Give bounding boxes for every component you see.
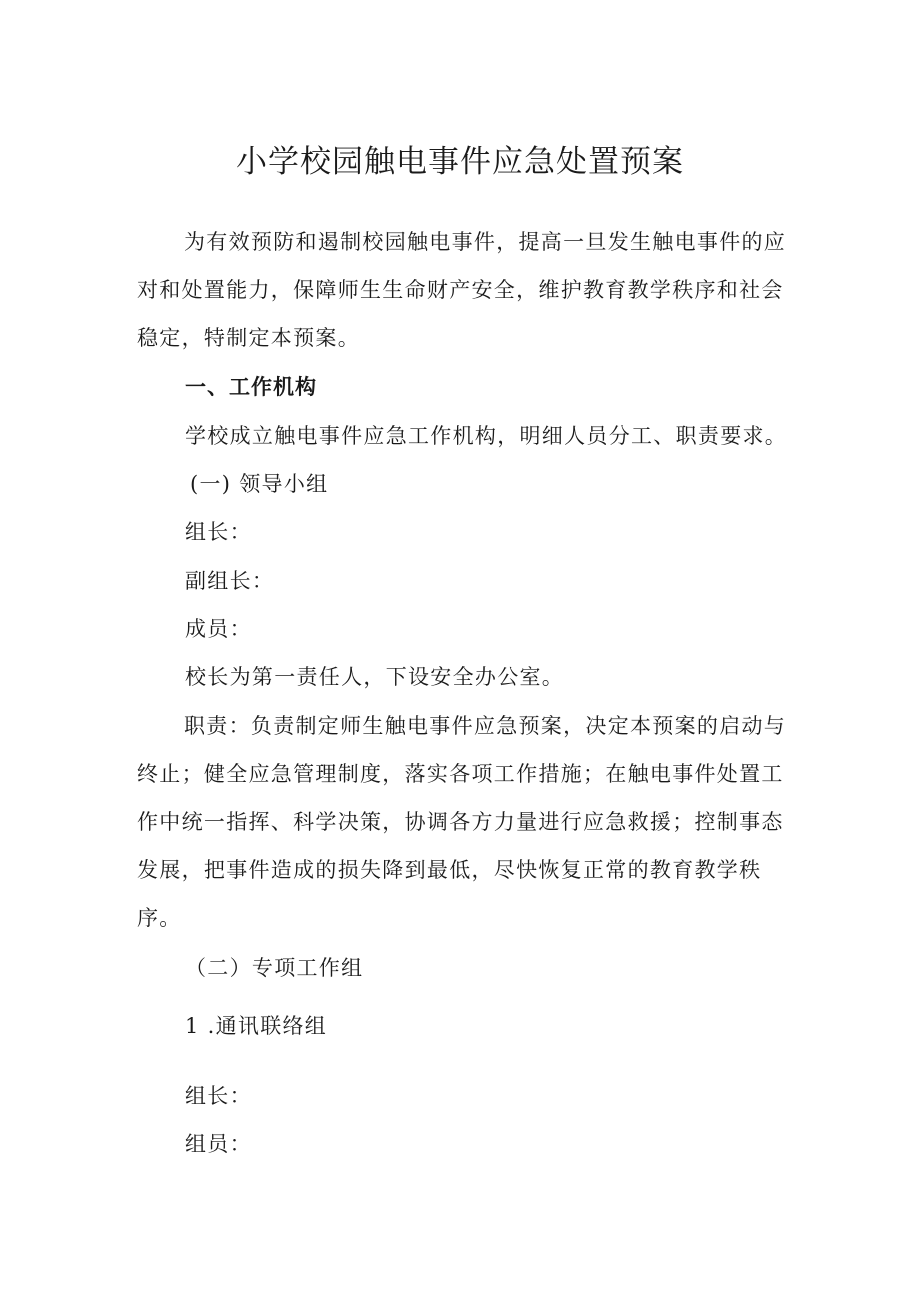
section1-heading: 一、工作机构 [185, 375, 317, 399]
members-label: 成员： [185, 617, 252, 641]
comm-leader-label: 组长： [185, 1084, 252, 1108]
intro-text: 为有效预防和遏制校园触电事件，提高一旦发生触电事件的应对和处置能力，保障师生生命财产安全，维护教育教学秩序和社会稳定，特制定本预案。 [137, 230, 787, 350]
document-title: 小学校园触电事件应急处置预案 [236, 144, 684, 180]
intro-paragraph [137, 218, 797, 362]
leader-label: 组长： [185, 520, 252, 544]
leadership-group-heading: (一) 领导小组 [190, 472, 329, 496]
duties-paragraph [137, 702, 797, 942]
principal-note: 校长为第一责任人，下设安全办公室。 [185, 665, 565, 689]
vice-leader-label: 副组长： [185, 569, 275, 593]
comm-group-heading: 1 .通讯联络组 [185, 1014, 328, 1038]
duties-text: 职责：负责制定师生触电事件应急预案，决定本预案的启动与终止；健全应急管理制度，落实各项工作措施；在触电事件处置工作中统一指挥、科学决策，协调各方力量进行应急救援；控制事态发展，把事件造成的损失降到最低，尽快恢复正常的教育教学秩序。 [137, 714, 787, 930]
comm-members-label: 组员： [185, 1132, 252, 1156]
special-group-heading: （二）专项工作组 [185, 956, 364, 980]
section1-description: 学校成立触电事件应急工作机构，明细人员分工、职责要求。 [185, 424, 788, 448]
